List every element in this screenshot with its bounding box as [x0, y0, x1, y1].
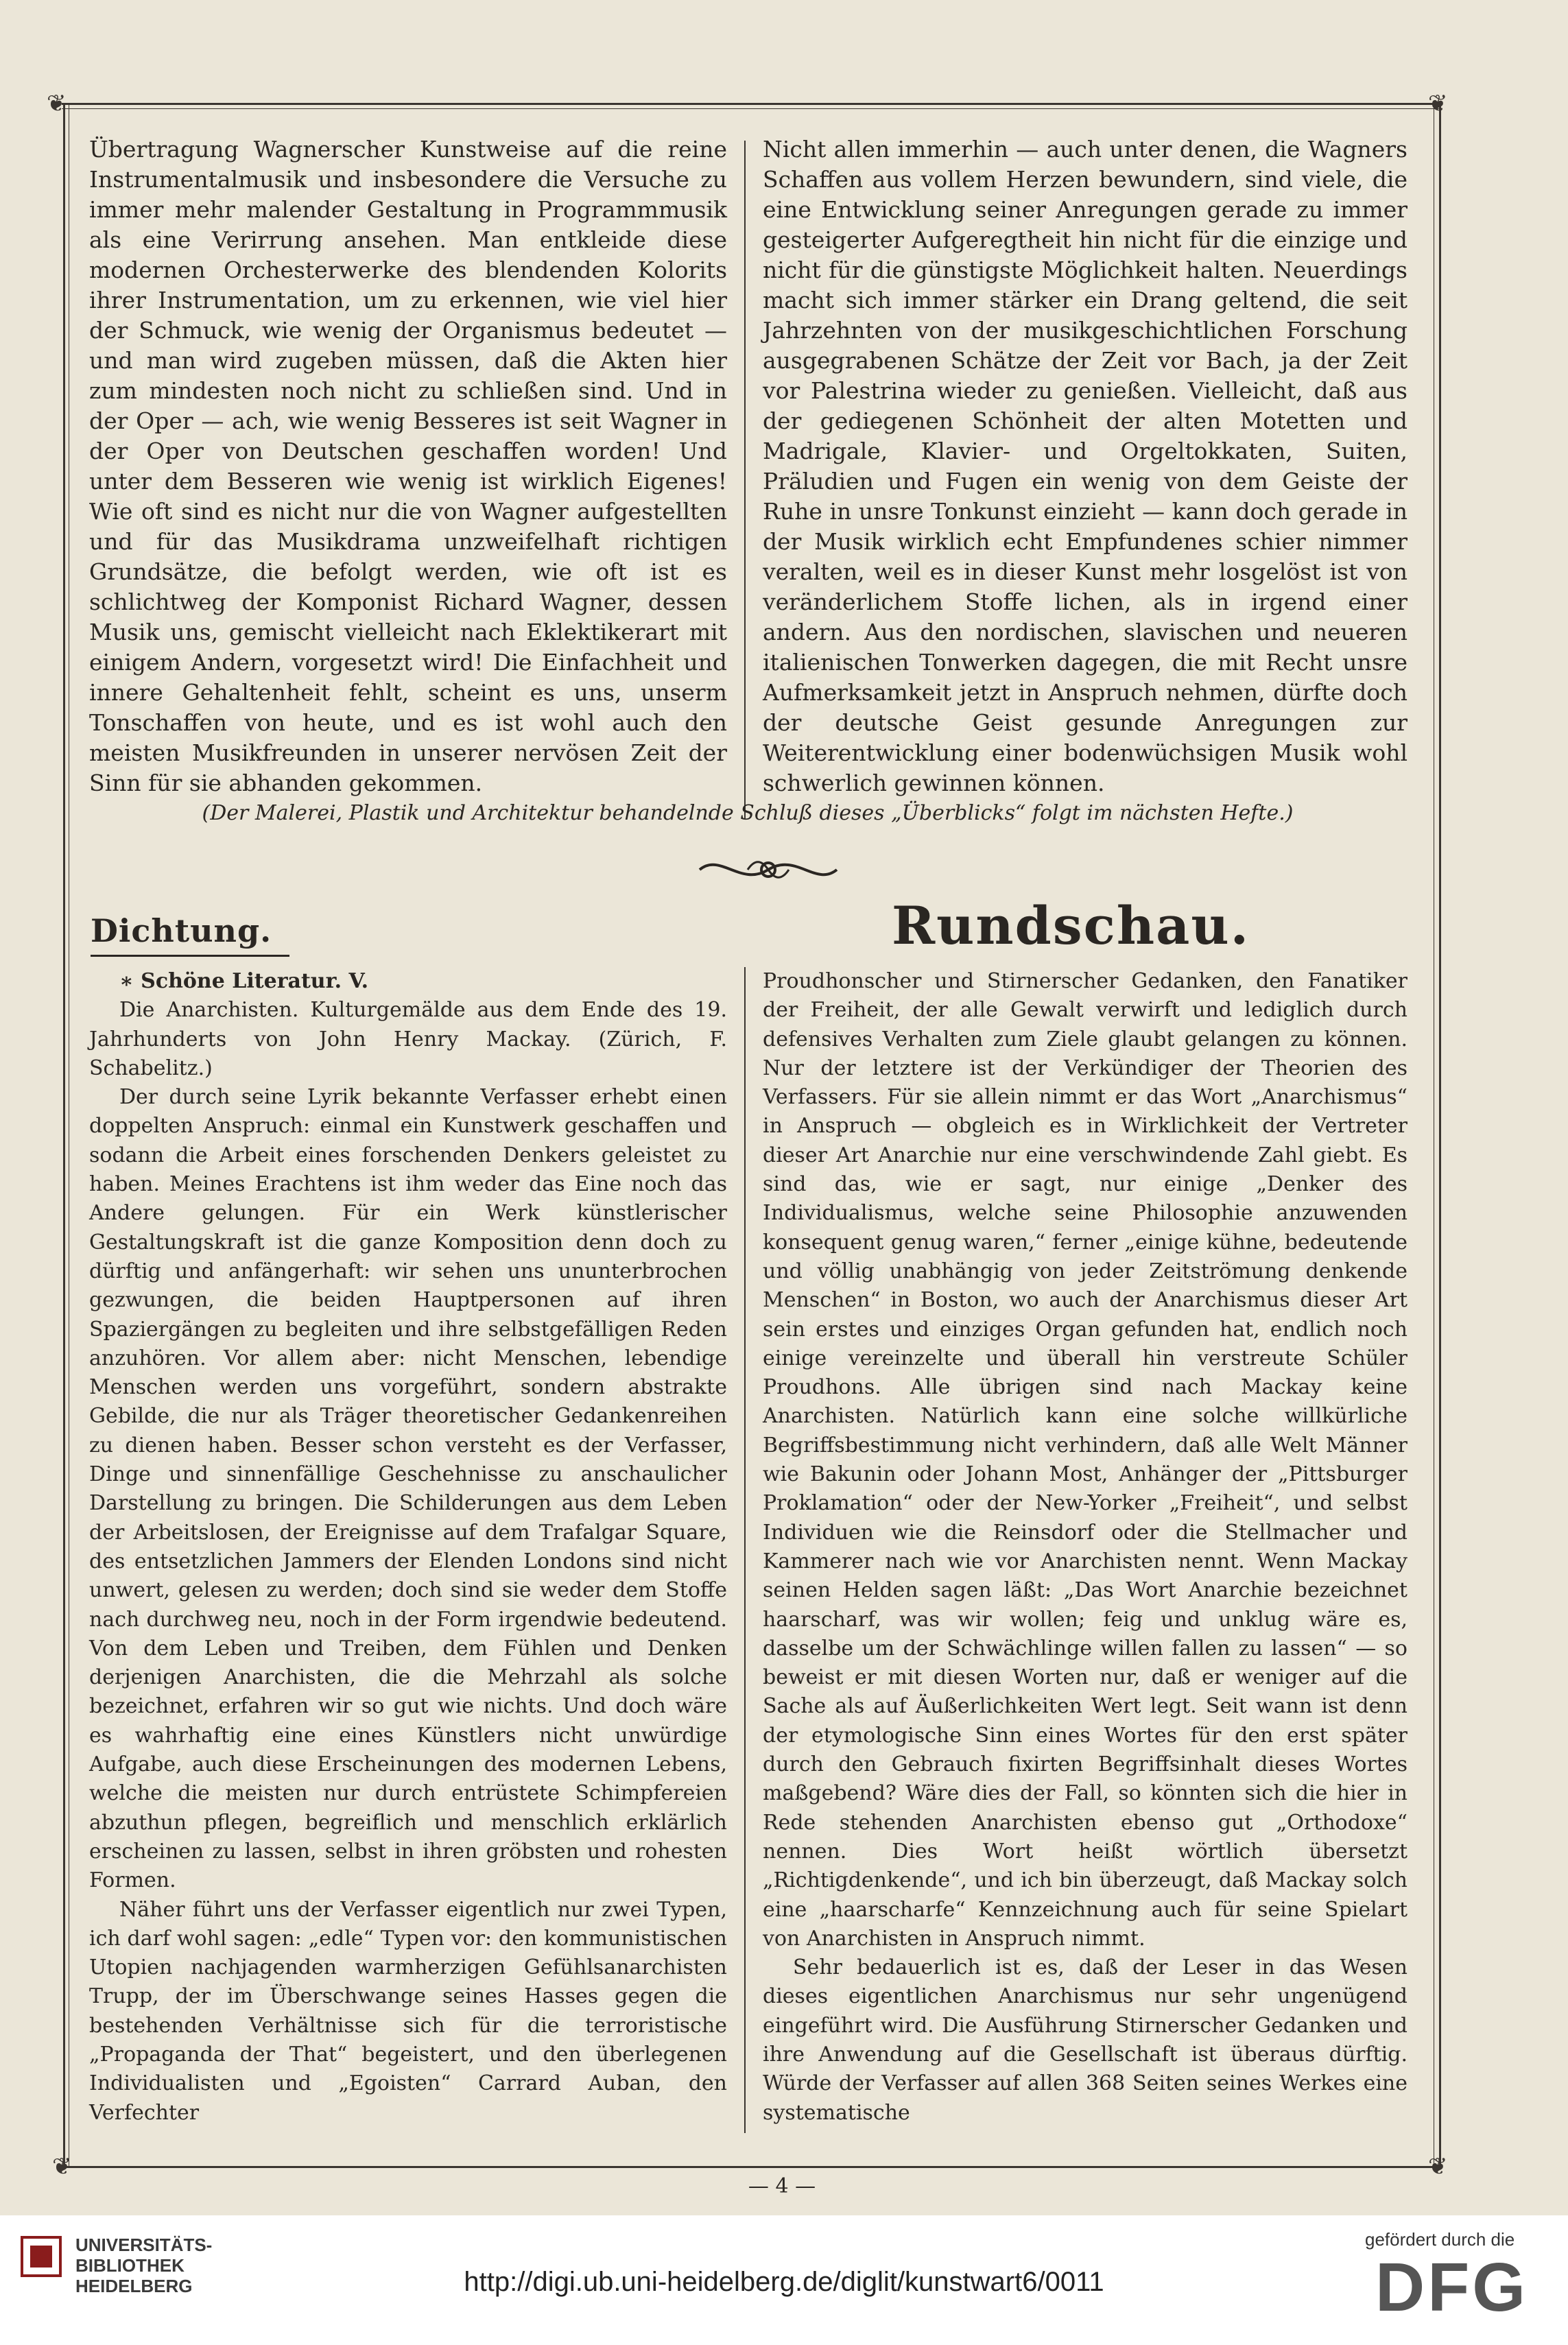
- permalink-url[interactable]: http://digi.ub.uni-heidelberg.de/diglit/kunstwart6/0011: [464, 2267, 1104, 2297]
- subsection-heading: ∗ Schöne Literatur. V.: [119, 969, 369, 993]
- frame-right-rule: [1439, 103, 1441, 2167]
- paragraph: Näher führt uns der Verfasser eigentlich nur zwei Typen, ich darf wohl sagen: „edle“ Typen vor: den kommunistischen Utopien nachjagenden warmherzigen Gefühlsanarchisten Trupp, der im Überschwange seines Hasses gegen die bestehenden Verhältnisse sich für die terroristische „Propaganda der That“ begeistert, und den überlegenen Individualisten und „Egoisten“ Carrard Auban, den Verfechter: [89, 1897, 727, 2125]
- flourish-ornament-icon: [693, 849, 844, 890]
- frame-left-rule: [63, 103, 65, 2167]
- column-divider: [744, 967, 746, 2133]
- paragraph: Nicht allen immerhin — auch unter denen, die Wagners Schaffen aus vollem Herzen bewundern, sind viele, die eine Entwicklung seiner Anregungen gerade zu immer gesteigerter Aufgeregtheit hin nicht für die einzige und nicht für die günstigste Möglichkeit halten. Neuerdings macht sich immer stärker ein Drang geltend, die seit Jahrzehnten von der musikgeschichtlichen Forschung ausgegrabenen Schätze der Zeit vor Bach, ja der Zeit vor Palestrina wieder zu genießen. Vielleicht, daß aus der gediegenen Schönheit der alten Motetten und Madrigale, Klavier- und Orgeltokkaten, Suiten, Präludien und Fugen ein wenig von dem Geiste der Ruhe in unsre Tonkunst einzieht — kann doch gerade in der Musik wirklich echt Empfundenes schier nimmer veralten, weil es in dieser Kunst mehr losgelöst ist von veränderlichem Stoffe lichen, als in irgend einer andern. Aus den nordischen, slavischen und neueren italienischen Tonwerken dagegen, die mit Recht unsre Aufmerksamkeit jetzt in Anspruch nehmen, dürfte doch der deutsche Geist gesunde Anregungen zur Weiterentwicklung einer bodenwüchsigen Musik wohl schwerlich gewinnen können.: [763, 136, 1407, 796]
- section-heading-rundschau: Rundschau.: [892, 895, 1250, 956]
- top-right-column: [763, 134, 1407, 798]
- corner-ornament-icon: ❦: [52, 2153, 72, 2180]
- paragraph: Sehr bedauerlich ist es, daß der Leser in das Wesen dieses eigentlichen Anarchismus nur sehr ungenügend eingeführt wird. Die Ausführung Stirnerscher Gedanken und ihre Anwendung auf die Gesellschaft ist überaus dürftig. Würde der Verfasser auf allen 368 Seiten seines Werkes eine systematische: [763, 1955, 1407, 2125]
- page-number: — 4 —: [748, 2174, 816, 2198]
- section-heading-underline: [91, 955, 289, 957]
- frame-bottom-rule: [62, 2166, 1440, 2168]
- paragraph: Der durch seine Lyrik bekannte Verfasser erhebt einen doppelten Anspruch: einmal ein Kunstwerk geschaffen und sodann die Arbeit eines forschenden Denkers geleistet zu haben. Meines Erachtens ist ihm weder das Eine noch das Andere gelungen. Für ein Werk künstlerischer Gestaltungskraft ist die ganze Komposition denn doch zu dürftig und anfängerhaft: wir sehen uns ununterbrochen gezwungen, die beiden Hauptpersonen auf ihren Spaziergängen zu begleiten und ihre selbstgefälligen Reden anzuhören. Vor allem aber: nicht Menschen, lebendige Menschen werden uns vorgeführt, sondern abstrakte Gebilde, die nur als Träger theoretischer Gedankenreihen zu dienen haben. Besser schon versteht es der Verfasser, Dinge und sinnenfällige Geschehnisse zu anschaulicher Darstellung zu bringen. Die Schilderungen aus dem Leben der Arbeitslosen, der Ereignisse auf dem Trafalgar Square, des entsetzlichen Jammers der Elenden Londons sind nicht unwert, gelesen zu werden; doch sind sie weder dem Stoffe nach durchweg neu, noch in der Form irgendwie bedeutend. Von dem Leben und Treiben, dem Fühlen und Denken derjenigen Anarchisten, die die Mehrzahl als solche bezeichnet, erfahren wir so gut wie nichts. Und doch wäre es wahrhaftig eine eines Künstlers nicht unwürdige Aufgabe, auch diese Erscheinungen des modernen Lebens, welche die meisten nur durch entrüstete Schimpfereien abzuthun pflegen, begreiflich und menschlich erklärlich erscheinen zu lassen, selbst in ihren gröbsten und rohesten Formen.: [89, 1085, 727, 1893]
- continuation-note: (Der Malerei, Plastik und Architektur behandelnde Schluß dieses „Überblicks“ folgt im nächsten Hefte.): [202, 801, 1294, 825]
- dfg-logo: DFG: [1375, 2249, 1529, 2326]
- paragraph: Übertragung Wagnerscher Kunstweise auf die reine Instrumentalmusik und insbesondere die Versuche zu immer mehr malender Gestaltung in Programmmusik als eine Verirrung ansehen. Man entkleide diese modernen Orchesterwerke des blendenden Kolorits ihrer Instrumentation, um zu erkennen, wie viel hier der Schmuck, wie wenig der Organismus bedeutet — und man wird zugeben müssen, daß die Akten hier zum mindesten noch nicht zu schließen sind. Und in der Oper — ach, wie wenig Besseres ist seit Wagner in der Oper von Deutschen geschaffen worden! Und unter dem Besseren wie wenig ist wirklich Eigenes! Wie oft sind es nicht nur die von Wagner aufgestellten und für das Musikdrama unzweifelhaft richtigen Grundsätze, die befolgt werden, wie oft ist es schlichtweg der Komponist Richard Wagner, dessen Musik uns, gemischt vielleicht nach Eklektikerart mit einigem Andern, vorgesetzt wird! Die Einfachheit und innere Gehaltenheit fehlt, scheint es uns, unserm Tonschaffen von heute, und es ist wohl auch den meisten Musikfreunden in unserer nervösen Zeit der Sinn für sie abhanden gekommen.: [89, 136, 727, 796]
- corner-ornament-icon: ❦: [47, 90, 67, 117]
- top-left-column: [89, 134, 727, 798]
- sponsor-caption: gefördert durch die: [1365, 2229, 1515, 2250]
- paragraph: Die Anarchisten. Kulturgemälde aus dem Ende des 19. Jahrhunderts von John Henry Mackay. (Zürich, F. Schabelitz.): [89, 998, 727, 1080]
- bottom-left-column: [89, 967, 727, 2128]
- digitization-footer: [0, 2215, 1568, 2345]
- section-heading-dichtung: Dichtung.: [91, 912, 272, 949]
- paragraph: Proudhonscher und Stirnerscher Gedanken, den Fanatiker der Freiheit, der alle Gewalt verwirft und lediglich durch defensives Verhalten zum Ziele glaubt gelangen zu können. Nur der letztere ist der Verkündiger der Theorien des Verfassers. Für sie allein nimmt er das Wort „Anarchismus“ in Anspruch — obgleich es in Wirklichkeit der Vertreter dieser Art Anarchie nur eine verschwindende Zahl giebt. Es sind das, wie er sagt, nur einige „Denker des Individualismus, welche seine Philosophie anzuwenden konsequent genug waren,“ ferner „einige kühne, bedeutende und völlig unabhängig von jeder Zeitströmung denkende Menschen“ in Boston, wo auch der Anarchismus dieser Art sein erstes und einziges Organ gefunden hat, endlich noch einige vereinzelte und überall hin verstreute Schüler Proudhons. Alle übrigen sind nach Mackay keine Anarchisten. Natürlich kann eine solche willkürliche Begriffsbestimmung nicht verhindern, daß alle Welt Männer wie Bakunin oder Johann Most, Anhänger der „Pittsburger Proklamation“ oder der New-Yorker „Freiheit“, und selbst Individuen wie die Reinsdorf oder die Stellmacher und Kammerer nach wie vor Anarchisten nennt. Wenn Mackay seinen Helden sagen läßt: „Das Wort Anarchie bezeichnet haarscharf, was wir wollen; feig und unklug wäre es, dasselbe um der Schwächlinge willen fallen zu lassen“ — so beweist er mit diesen Worten nur, daß er weniger auf die Sache als auf Äußerlichkeiten Wert legt. Seit wann ist denn der etymologische Sinn eines Wortes für den erst später durch den Gebrauch fixirten Begriffsinhalt dieses Wortes maßgebend? Wäre dies der Fall, so könnten sich die hier in Rede stehenden Anarchisten ebenso gut „Orthodoxe“ nennen. Dies Wort heißt wörtlich übersetzt „Richtigdenkende“, und ich bin überzeugt, daß Mackay solch eine „haarscharfe“ Kennzeichnung auch für seine Spielart von Anarchisten in Anspruch nimmt.: [763, 969, 1407, 1951]
- frame-top-rule-thin: [62, 108, 1440, 109]
- corner-ornament-icon: ❦: [1428, 2153, 1448, 2180]
- corner-ornament-icon: ❦: [1428, 90, 1448, 117]
- column-divider: [744, 141, 746, 820]
- bottom-right-column: [763, 967, 1407, 2128]
- frame-top-rule: [62, 103, 1440, 105]
- institution-name: UNIVERSITÄTS- BIBLIOTHEK HEIDELBERG: [75, 2235, 213, 2296]
